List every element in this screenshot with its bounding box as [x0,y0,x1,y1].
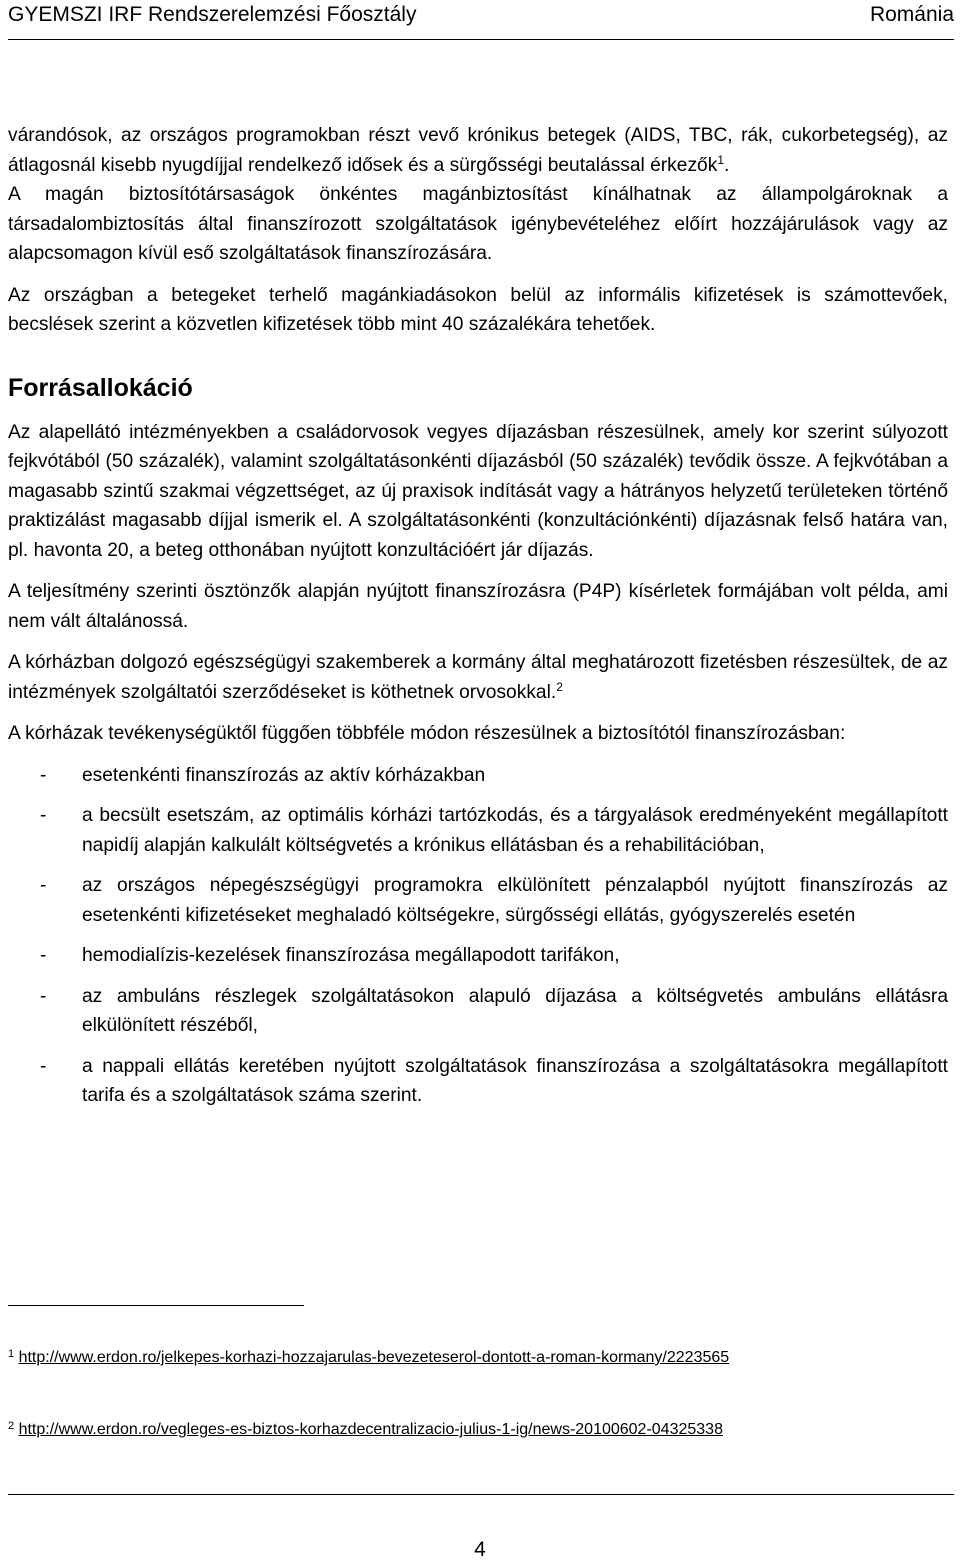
list-item [8,871,948,930]
page-header [8,0,954,30]
list-item-text: a nappali ellátás keretében nyújtott szolgáltatások finanszírozása a szolgáltatásokra megállapított tarifa és a szolgáltatások száma szerint. [82,1055,948,1106]
footer-divider [8,1494,954,1495]
section-heading: Forrásallokáció [8,373,193,402]
list-item-text: az ambuláns részlegek szolgáltatásokon alapuló díjazása a költségvetés ambuláns ellátásra elkülönített részéből, [82,985,948,1036]
footnote-ref-2[interactable]: 2 [556,679,563,694]
list-dash: - [40,985,47,1007]
list-item [8,941,948,971]
funding-methods-list [8,761,948,1111]
paragraph-5: A teljesítmény szerinti ösztönzők alapján nyújtott finanszírozásra (P4P) kísérletek formájában volt példa, ami nem vált általánossá. [8,581,948,632]
footnote-link[interactable]: http://www.erdon.ro/vegleges-es-biztos-korhazdecentralizacio-julius-1-ig/news-20100602-04325338 [18,1421,723,1438]
paragraph-1-text: várandósok, az országos programokban részt vevő krónikus betegek (AIDS, TBC, rák, cukorbetegség), az átlagosnál kisebb nyugdíjjal rendelkező idősek és a sürgősségi beutalással érkezők [8,125,948,176]
footnote-separator [8,1305,304,1306]
list-item-text: hemodialízis-kezelések finanszírozása megállapodott tarifákon, [82,945,620,966]
paragraph-2: A magán biztosítótársaságok önkéntes magánbiztosítást kínálhatnak az állampolgároknak a társadalombiztosítás által finanszírozott szolgáltatások igénybevételéhez előírt hozzájárulások vagy az alapcsomagon kívül eső szolgáltatások finanszírozására. [8,184,948,264]
footnote-2 [8,1420,723,1440]
paragraph-6-text: A kórházban dolgozó egészségügyi szakemberek a kormány által meghatározott fizetésben részesültek, de az intézmények szolgáltatói szerződéseket is köthetnek orvosokkal. [8,652,948,703]
list-item-text: az országos népegészségügyi programokra elkülönített pénzalapból nyújtott finanszírozás az esetenkénti kifizetéseket meghaladó költségekre, sürgősségi ellátás, gyógyszerelés esetén [82,875,948,926]
paragraph-1 [8,121,948,180]
list-item [8,1052,948,1111]
footnote-link[interactable]: http://www.erdon.ro/jelkepes-korhazi-hozzajarulas-bevezeteserol-dontott-a-roman-kormany/2223565 [18,1349,730,1366]
paragraph-4: Az alapellátó intézményekben a családorvosok vegyes díjazásban részesülnek, amely kor szerint súlyozott fejkvótából (50 százalék), valamint szolgáltatásonkénti díjazásból (50 százalék) tevődik össze. A fejkvótában a magasabb szintű szakmai végzettséget, az új praxisok indítását vagy a hátrányos helyzetű területeken történő praktizálást magasabb díjjal ismerik el. A szolgáltatásonkénti (konzultációnkénti) díjazásnak felső határa van, pl. havonta 20, a beteg otthonában nyújtott konzultációért jár díjazás. [8,421,948,561]
list-dash: - [40,875,47,896]
list-item [8,801,948,860]
list-dash: - [40,805,47,826]
list-item [8,982,948,1041]
footnote-1 [8,1348,729,1368]
header-divider [8,39,954,40]
footnote-number: 2 [8,1420,15,1432]
list-dash: - [40,1055,47,1077]
header-org-title: GYEMSZI IRF Rendszerelemzési Főosztály [8,3,417,26]
document-body [8,121,948,1122]
paragraph-1-end: . [724,154,730,176]
paragraph-3: Az országban a betegeket terhelő magánkiadásokon belül az informális kifizetések is számottevőek, becslések szerint a közvetlen kifizetések több mint 40 százalékára tehetőek. [8,284,948,335]
list-dash: - [40,945,47,966]
list-item [8,761,948,791]
footnote-number: 1 [8,1348,15,1360]
list-dash: - [40,764,47,786]
list-item-text: a becsült esetszám, az optimális kórházi tartózkodás, és a tárgyalások eredményeként megállapított napidíj alapján kalkulált költségvetés a krónikus ellátásban és a rehabilitációban, [82,805,948,856]
paragraph-7: A kórházak tevékenységüktől függően többféle módon részesülnek a biztosítótól finanszírozásban: [8,723,846,744]
page-number: 4 [474,1538,486,1561]
paragraph-6 [8,648,948,707]
footnote-ref-1[interactable]: 1 [717,152,724,167]
header-country: Románia [869,3,954,26]
list-item-text: esetenkénti finanszírozás az aktív kórházakban [82,764,486,786]
